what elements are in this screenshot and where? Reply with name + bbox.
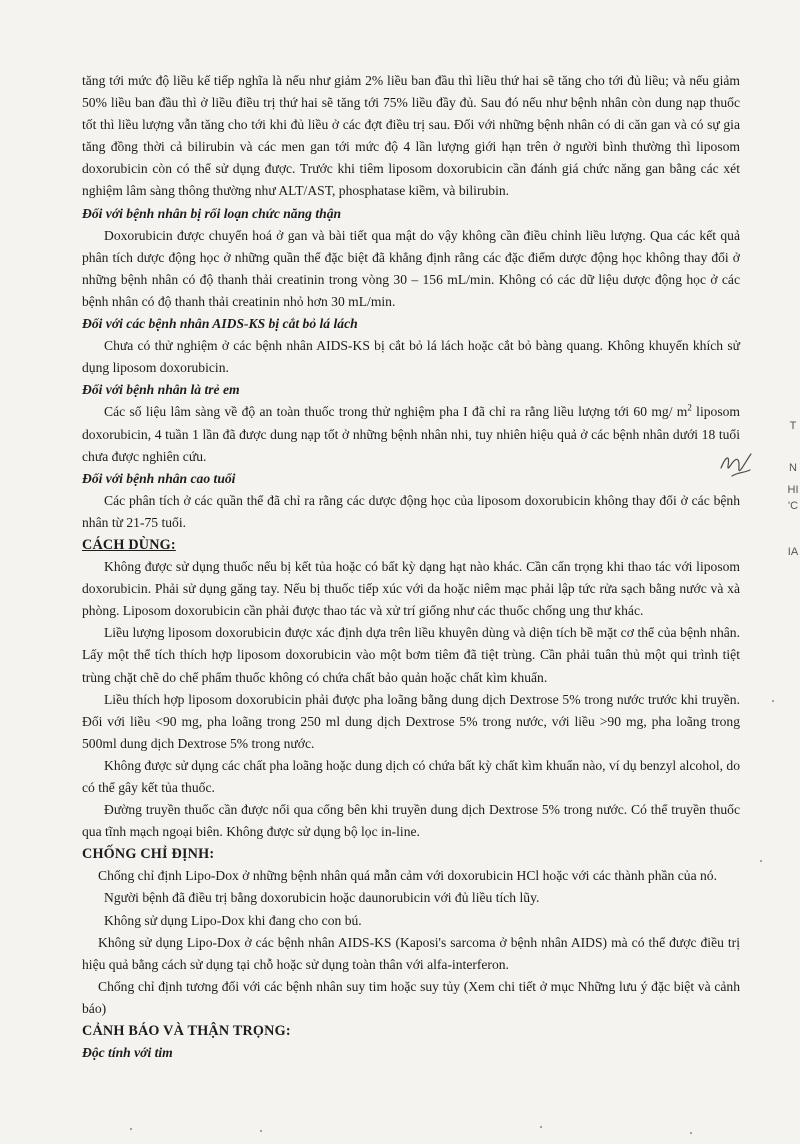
scan-speck (130, 1128, 132, 1130)
subheading: Độc tính với tim (82, 1045, 173, 1061)
body-paragraph: Liều lượng liposom doxorubicin được xác định dựa trên liều khuyên dùng và diện tích bề mặt cơ thể của bệnh nhân. Lấy một thể tích thích hợp liposom doxorubicin vào một bơm tiêm đã tiệt trùng. Cần phải tuân thủ một qui trình tiệt trùng chặt chẽ do chế phẩm thuốc không có chứa chất bảo quản hoặc chất kìm khuẩn. (82, 625, 740, 685)
edge-mark: HI (787, 484, 799, 496)
scan-speck (760, 860, 762, 862)
handwritten-initials (718, 446, 754, 482)
body-paragraph: Chống chỉ định Lipo-Dox ở những bệnh nhân quá mẫn cảm với doxorubicin HCl hoặc với các thành phần của nó. (98, 868, 717, 884)
edge-mark: IA (787, 546, 799, 558)
subheading: Đối với bệnh nhân cao tuổi (82, 470, 236, 486)
body-paragraph: Doxorubicin được chuyển hoá ở gan và bài tiết qua mật do vậy không cần điều chỉnh liều lượng. Qua các kết quả phân tích dược động học ở những quần thể đặc biệt đã khẳng định rằng các đặc điểm dược động học không thay đổi ở những bệnh nhân có độ thanh thải creatinin trong vòng 30 – 156 mL/min. Không có các dữ liệu dược động học ở các bệnh nhân có độ thanh thải creatinin nhỏ hơn 30 mL/min. (82, 227, 740, 309)
section-heading: CÁCH DÙNG: (82, 536, 176, 553)
subheading: Đối với bệnh nhân bị rối loạn chức năng thận (82, 205, 342, 221)
body-paragraph: Người bệnh đã điều trị bằng doxorubicin hoặc daunorubicin với đủ liều tích lũy. (104, 890, 540, 906)
body-paragraph: Liều thích hợp liposom doxorubicin phải được pha loãng bằng dung dịch Dextrose 5% trong nước trước khi truyền. Đối với liều <90 mg, pha loãng trong 250 ml dung dịch Dextrose 5% trong nước, với liều >90 mg, pha loãng trong 500ml dung dịch Dextrose 5% trong nước. (82, 691, 740, 751)
body-paragraph: Chống chỉ định tương đối với các bệnh nhân suy tim hoặc suy tủy (Xem chi tiết ở mục Những lưu ý đặc biệt và cảnh báo) (82, 978, 740, 1016)
body-paragraph: Không được sử dụng thuốc nếu bị kết tủa hoặc có bất kỳ dạng hạt nào khác. Cần cẩn trọng khi thao tác với liposom doxorubicin. Phải sử dụng găng tay. Nếu bị thuốc tiếp xúc với da hoặc niêm mạc phải lập tức rửa sạch bằng nước và xà phòng. Liposom doxorubicin cần phải được thao tác và xử trí giống như các thuốc chống ung thư khác. (82, 559, 740, 619)
edge-mark: T (789, 420, 797, 432)
scan-speck (690, 1132, 692, 1134)
document-page (82, 70, 740, 1064)
scan-speck (540, 1126, 542, 1128)
edge-mark: N (789, 462, 797, 474)
text-run: Các số liệu lâm sàng về độ an toàn thuốc trong thử nghiệm pha I đã chỉ ra rằng liều lượng tới 60 mg/ m (104, 404, 688, 420)
edge-mark: 'C (787, 500, 799, 512)
subheading: Đối với các bệnh nhân AIDS-KS bị cắt bỏ lá lách (82, 316, 358, 332)
scan-speck (772, 700, 774, 702)
body-paragraph: Các phân tích ở các quần thể đã chỉ ra rằng các dược động học của liposom doxorubicin không thay đổi ở các bệnh nhân từ 21-75 tuổi. (82, 492, 740, 530)
body-paragraph: Không được sử dụng các chất pha loãng hoặc dung dịch có chứa bất kỳ chất kìm khuẩn nào, ví dụ benzyl alcohol, do có thể gây kết tủa thuốc. (82, 757, 740, 795)
body-paragraph: Không sử dụng Lipo-Dox ở các bệnh nhân AIDS-KS (Kaposi's sarcoma ở bệnh nhân AIDS) mà có thể được điều trị hiệu quả bằng cách sử dụng tại chỗ hoặc sử dụng toàn thân với alfa-interferon. (82, 934, 740, 972)
section-heading: CHỐNG CHỈ ĐỊNH: (82, 846, 215, 863)
subheading: Đối với bệnh nhân là trẻ em (82, 382, 240, 398)
text-run: liposom doxorubicin, 4 tuần 1 lần đã được dung nạp tốt ở những bệnh nhân nhi, tuy nhiên hiệu quả ở các bệnh nhân dưới 18 tuổi chưa được nghiên cứu. (82, 404, 740, 464)
body-paragraph (82, 401, 740, 467)
section-heading: CẢNH BÁO VÀ THẬN TRỌNG: (82, 1023, 291, 1040)
body-paragraph: Không sử dụng Lipo-Dox khi đang cho con bú. (104, 912, 362, 928)
body-paragraph: tăng tới mức độ liều kế tiếp nghĩa là nếu như giảm 2% liều ban đầu thì liều thứ hai sẽ tăng cho tới đủ liều; và nếu giảm 50% liều ban đầu thì ở liều điều trị thứ hai sẽ tăng tới 75% liều đầy đủ. Sau đó nếu như bệnh nhân còn dung nạp thuốc tốt thì liều lượng vẫn tăng cho tới khi đủ liều ở các đợt điều trị sau. Đối với những bệnh nhân có di căn gan và có sự gia tăng đồng thời cả bilirubin và các men gan tới mức độ 4 lần lượng giới hạn trên ở người bình thường thì liposom doxorubicin còn có thể sử dụng được. Trước khi tiêm liposom doxorubicin cần đánh giá chức năng gan bằng các xét nghiệm lâm sàng thông thường như ALT/AST, phosphatase kiềm, và bilirubin. (82, 73, 740, 199)
scan-speck (260, 1130, 262, 1132)
superscript: 2 (687, 402, 692, 413)
body-paragraph: Chưa có thử nghiệm ở các bệnh nhân AIDS-KS bị cắt bỏ lá lách hoặc cắt bỏ bàng quang. Không khuyến khích sử dụng liposom doxorubicin. (82, 338, 740, 376)
body-paragraph: Đường truyền thuốc cần được nối qua cổng bên khi truyền dung dịch Dextrose 5% trong nước. Có thể truyền thuốc qua tĩnh mạch ngoại biên. Không được sử dụng bộ lọc in-line. (82, 802, 740, 840)
